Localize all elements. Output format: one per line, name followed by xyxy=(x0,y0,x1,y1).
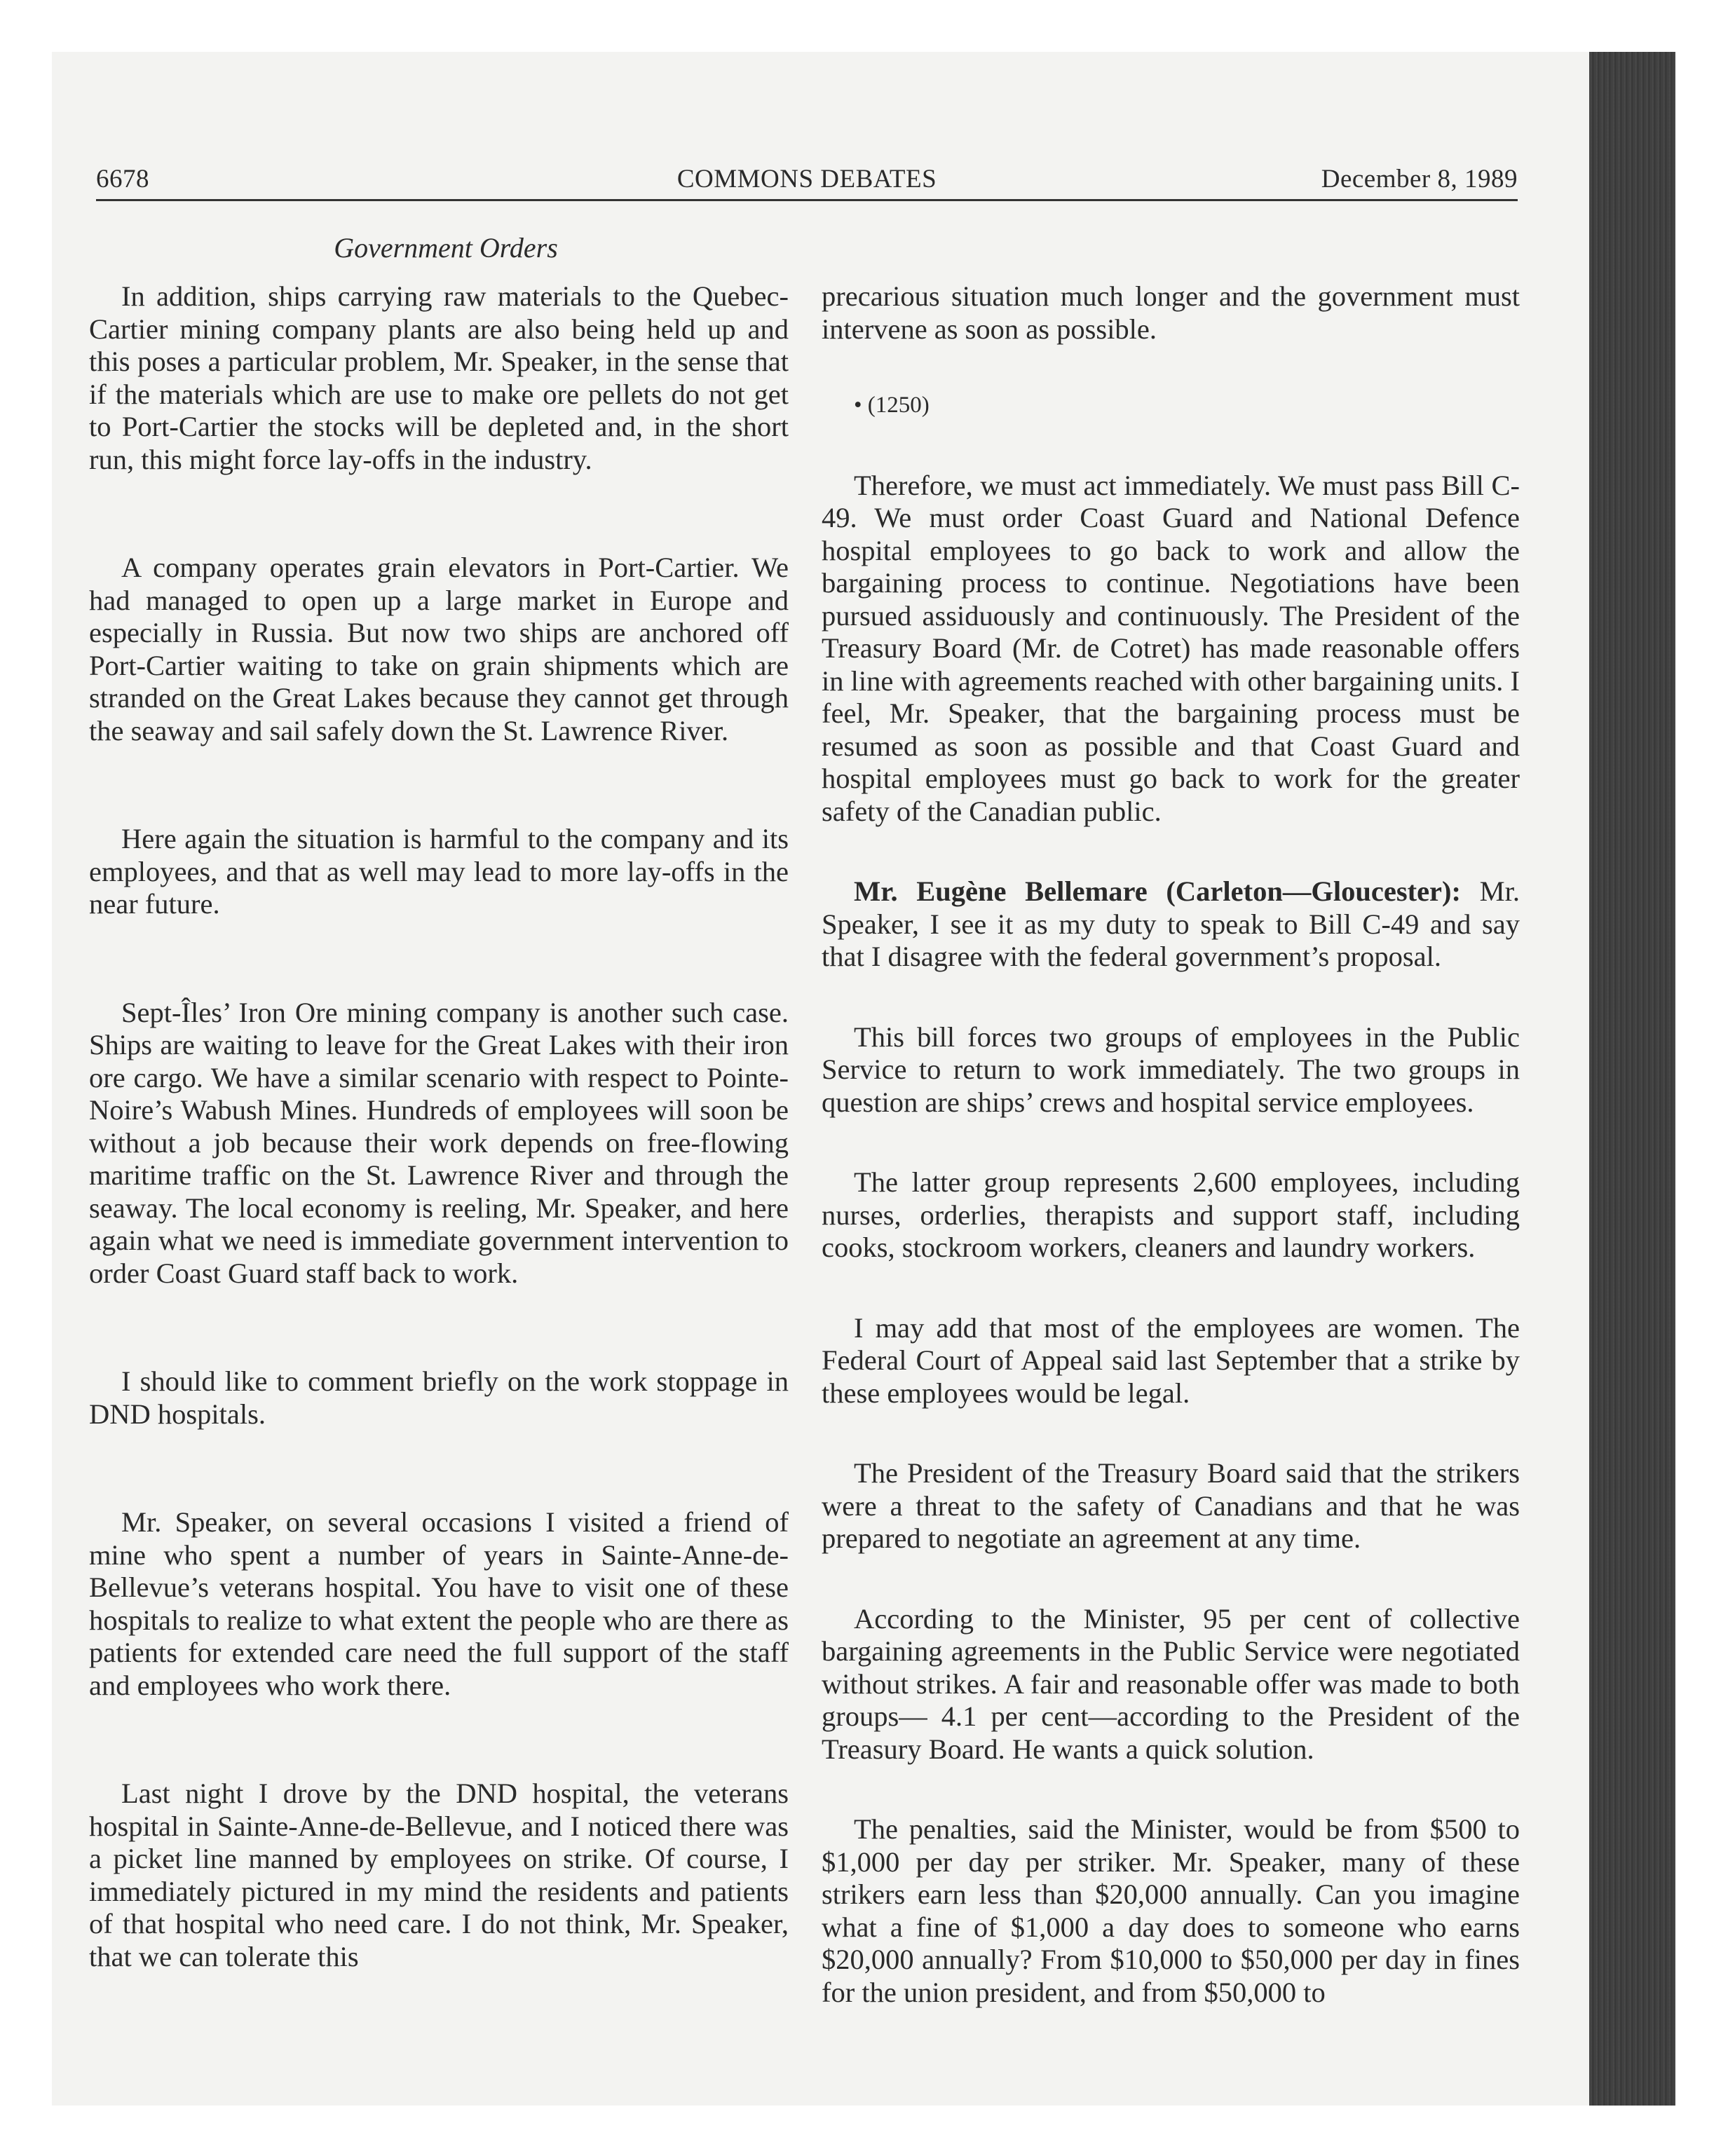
paragraph: A company operates grain elevators in Port-Cartier. We had managed to open up a large market in Europe and especially in Russia. But now two ships are anchored off Port-Cartier waiting to take on grain shipments which are stranded on the Great Lakes because they cannot get through the seaway and sail safely down the St. Lawrence River. xyxy=(89,552,789,746)
left-column xyxy=(89,280,789,2021)
paragraph: According to the Minister, 95 per cent of collective bargaining agreements in the Public Service were negotiated without strikes. A fair and reasonable offer was made to both groups— 4.1 per cent—according to the President of the Treasury Board. He wants a quick solution. xyxy=(822,1602,1520,1765)
paragraph: The President of the Treasury Board said that the strikers were a threat to the safety of Canadians and that he was prepared to negotiate an agreement at any time. xyxy=(822,1457,1520,1554)
paragraph: The latter group represents 2,600 employees, including nurses, orderlies, therapists and support staff, including cooks, stockroom workers, cleaners and laundry workers. xyxy=(822,1166,1520,1263)
paragraph: In addition, ships carrying raw materials to the Quebec-Cartier mining company plants are also being held up and this poses a particular problem, Mr. Speaker, in the sense that if the materials which are use to make ore pellets do not get to Port-Cartier the stocks will be depleted and, in the short run, this might force lay-offs in the industry. xyxy=(89,280,789,475)
page-header xyxy=(96,158,1518,200)
section-title: Government Orders xyxy=(334,232,558,264)
speaker-text: Mr. Speaker, I see it as my duty to speak to Bill C-49 and say that I disagree with the federal government’s proposal. xyxy=(822,875,1520,972)
journal-title: COMMONS DEBATES xyxy=(676,165,937,193)
paragraph: The penalties, said the Minister, would be from $500 to $1,000 per day per striker. Mr. Speaker, many of these strikers earn less than $20,000 annually. Can you imagine what a fine of $1,000 a day does to someone who earns $20,000 annually? From $10,000 to $50,000 per day in fines for the union president, and from $50,000 to xyxy=(822,1813,1520,2008)
header-date: December 8, 1989 xyxy=(1321,165,1518,193)
right-column xyxy=(822,280,1520,2056)
paragraph: Mr. Speaker, on several occasions I visited a friend of mine who spent a number of years in Sainte-Anne-de-Bellevue’s veterans hospital. You have to visit one of these hospitals to realize to what extent the people who are there as patients for extended care need the full support of the staff and employees who work there. xyxy=(89,1506,789,1701)
paragraph: Last night I drove by the DND hospital, the veterans hospital in Sainte-Anne-de-Bellevue, and I noticed there was a picket line manned by employees on strike. Of course, I immediately pictured in my mind the residents and patients of that hospital who need care. I do not think, Mr. Speaker, that we can tolerate this xyxy=(89,1778,789,1972)
paragraph: I may add that most of the employees are women. The Federal Court of Appeal said last September that a strike by these employees would be legal. xyxy=(822,1311,1520,1409)
page-binding-edge xyxy=(1589,52,1675,2106)
paragraph: This bill forces two groups of employees in the Public Service to return to work immediately. The two groups in question are ships’ crews and hospital service employees. xyxy=(822,1021,1520,1118)
paragraph: Sept-Îles’ Iron Ore mining company is another such case. Ships are waiting to leave for the Great Lakes with their iron ore cargo. We have a similar scenario with respect to Pointe-Noire’s Wabush Mines. Hundreds of employees will soon be without a job because their work depends on free-flowing maritime traffic on the St. Lawrence River and through the seaway. The local economy is reeling, Mr. Speaker, and here again what we need is immediate government intervention to order Coast Guard staff back to work. xyxy=(89,996,789,1289)
paragraph: Therefore, we must act immediately. We must pass Bill C-49. We must order Coast Guard and National Defence hospital employees to go back to work and allow the bargaining process to continue. Negotiations have been pursued assiduously and continuously. The President of the Treasury Board (Mr. de Cotret) has made reasonable offers in line with agreements reached with other bargaining units. I feel, Mr. Speaker, that the bargaining process must be resumed as soon as possible and that Coast Guard and hospital employees must go back to work for the greater safety of the Canadian public. xyxy=(822,469,1520,827)
speaker-paragraph xyxy=(822,875,1520,974)
paragraph-continuation: precarious situation much longer and the government must intervene as soon as possible. xyxy=(822,280,1520,345)
time-marker: • (1250) xyxy=(854,393,930,418)
speaker-name: Mr. Eugène Bellemare (Carleton—Gloucester): xyxy=(854,875,1461,907)
paragraph: Here again the situation is harmful to the company and its employees, and that as well may lead to more lay-offs in the near future. xyxy=(89,823,789,920)
paragraph: I should like to comment briefly on the work stoppage in DND hospitals. xyxy=(89,1365,789,1430)
header-rule xyxy=(96,199,1518,201)
page-number: 6678 xyxy=(96,165,149,193)
